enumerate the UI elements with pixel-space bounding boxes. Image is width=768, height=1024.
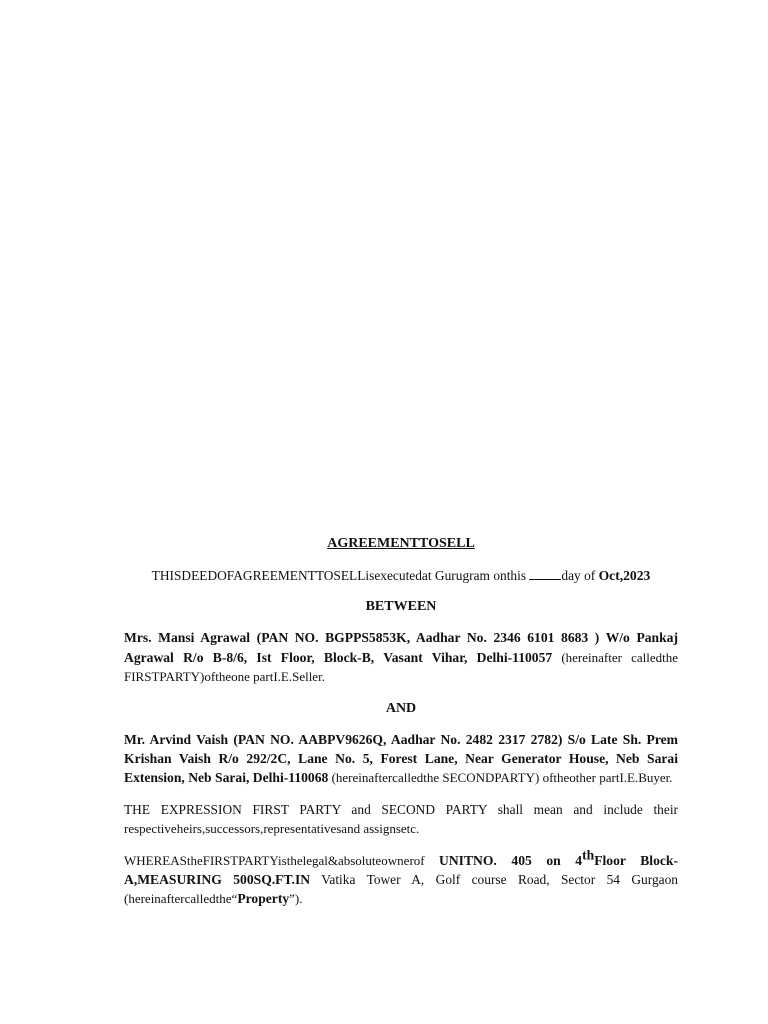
- document-title: AGREEMENTTOSELL: [327, 536, 475, 551]
- whereas-clause: [124, 847, 679, 909]
- second-party-designation: (hereinaftercalledthe SECONDPARTY) oftheother partI.E.Buyer.: [328, 770, 673, 786]
- and-heading: AND: [385, 700, 417, 716]
- hereinafter-text: (hereinaftercalledthe“: [124, 891, 238, 907]
- closing-quote: ”).: [289, 891, 303, 907]
- execution-day-text: day of: [561, 568, 599, 583]
- unit-number: UNITNO. 405 on 4: [439, 852, 583, 868]
- second-party-details: Mr. Arvind Vaish (PAN NO. AABPV9626Q, Aadhar No. 2482 2317 2782) S/o Late Sh. Prem Krishan Vaish R/o 292/2C, Lane No. 5, Forest Lane, Near Generator House, Neb Sarai Extension, Neb Sarai, Delhi-110068: [124, 731, 678, 786]
- expression-clause: [124, 800, 678, 839]
- execution-clause: [124, 566, 678, 585]
- first-party-clause: [124, 628, 678, 686]
- floor-measurement: Floor Block-A,MEASURING 500SQ.FT.IN: [124, 852, 679, 888]
- first-party-designation: (hereinafter calledthe FIRSTPARTY)oftheone partI.E.Seller.: [124, 649, 678, 685]
- date-blank: [529, 567, 561, 580]
- execution-date: Oct,2023: [598, 568, 651, 583]
- first-party-details: Mrs. Mansi Agrawal (PAN NO. BGPPS5853K, Aadhar No. 2346 6101 8683 ) W/o Pankaj Agrawal R/o B-8/6, Ist Floor, Block-B, Vasant Vihar, Delhi-110057: [124, 630, 678, 665]
- floor-ordinal: th: [582, 847, 595, 863]
- property-term: Property: [237, 891, 290, 907]
- document-body: [124, 534, 678, 921]
- expression-successors: respectiveheirs,successors,representativesand assignsetc.: [124, 821, 420, 837]
- second-party-clause: [124, 730, 678, 788]
- execution-text: THISDEEDOFAGREEMENTTOSELLisexecutedat Gurugram onthis: [151, 568, 530, 583]
- between-heading: BETWEEN: [365, 599, 437, 615]
- whereas-text: WHEREAStheFIRSTPARTYisthelegal&absoluteownerof: [124, 852, 440, 868]
- expression-text: THE EXPRESSION FIRST PARTY and SECOND PARTY shall mean and include their: [124, 801, 678, 817]
- property-location: Vatika Tower A, Golf course Road, Sector 54 Gurgaon: [310, 872, 678, 888]
